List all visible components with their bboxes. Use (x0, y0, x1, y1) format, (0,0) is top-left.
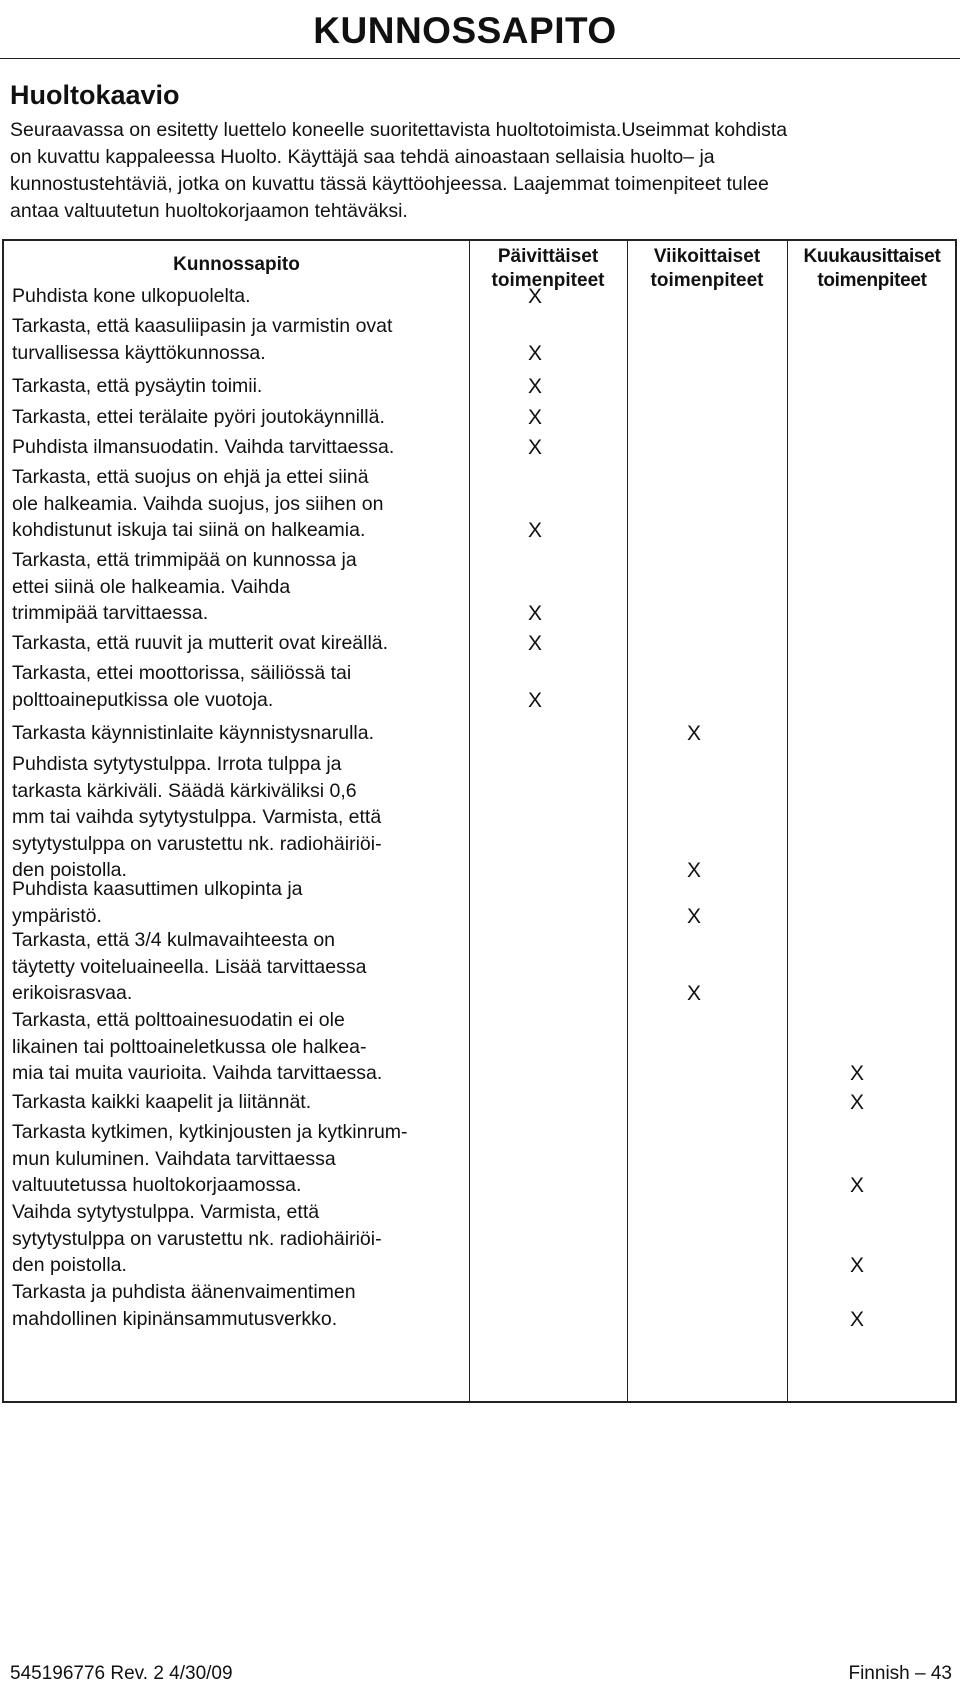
task-text-line: mia tai muita vaurioita. Vaihda tarvittaessa. (12, 1062, 383, 1084)
table-row-task (12, 1119, 462, 1199)
maintenance-schedule-table (2, 239, 957, 1403)
task-text-line: Tarkasta, että pysäytin toimii. (12, 375, 263, 397)
intro-line: kunnostustehtäviä, jotka on kuvattu tässä käyttöohjeessa. Laajemmat toimenpiteet tulee (10, 173, 769, 195)
task-text-line: turvallisessa käyttökunnossa. (12, 341, 266, 364)
task-text-line: Tarkasta kytkimen, kytkinjousten ja kytkinrum- (12, 1121, 408, 1143)
task-text-line: den poistolla. (12, 859, 127, 881)
frequency-mark-weekly: X (686, 982, 701, 1005)
table-row-task (12, 720, 462, 747)
task-text-line: trimmipää tarvittaessa. (12, 602, 209, 624)
task-text-line: erikoisrasvaa. (12, 982, 133, 1004)
table-row-task (12, 1089, 462, 1116)
column-divider (787, 241, 788, 1401)
column-divider (469, 241, 470, 1401)
frequency-mark-weekly: X (686, 859, 701, 882)
table-row-task (12, 547, 462, 627)
task-text-line: Tarkasta käynnistinlaite käynnistysnarulla. (12, 722, 375, 744)
task-text-line: tarkasta kärkiväli. Säädä kärkiväliksi 0,6 (12, 779, 357, 802)
column-header-weekly (627, 245, 787, 293)
frequency-mark-daily: X (527, 341, 542, 365)
task-text-line: Tarkasta, ettei moottorissa, säiliössä tai (12, 662, 352, 684)
frequency-mark-daily: X (527, 406, 542, 429)
intro-line: antaa valtuutetun huoltokorjaamon tehtäväksi. (10, 200, 408, 222)
task-text-line: Tarkasta, ettei terälaite pyöri joutokäynnillä. (12, 406, 385, 428)
task-text-line: Tarkasta, että trimmipää on kunnossa ja (12, 549, 357, 571)
frequency-mark-weekly: X (686, 722, 701, 745)
task-text-line: mm tai vaihda sytytystulppa. Varmista, että (12, 806, 382, 828)
column-header-monthly (787, 245, 957, 293)
frequency-mark-monthly: X (849, 1307, 864, 1331)
intro-line: on kuvattu kappaleessa Huolto. Käyttäjä saa tehdä ainoastaan sellaisia huolto– ja (10, 146, 715, 168)
frequency-mark-monthly: X (849, 1062, 864, 1085)
frequency-mark-daily: X (527, 436, 542, 459)
task-text-line: mun kuluminen. Vaihdata tarvittaessa (12, 1147, 336, 1170)
task-text-line: den poistolla. (12, 1254, 127, 1276)
column-divider (627, 241, 628, 1401)
frequency-mark-monthly: X (849, 1254, 864, 1277)
table-row-task (12, 927, 462, 1007)
task-text-line: polttoaineputkissa ole vuotoja. (12, 688, 274, 711)
table-row-task (12, 630, 462, 657)
task-text-line: sytytystulppa on varustettu nk. radiohäiriöi- (12, 832, 382, 855)
task-text-line: Tarkasta, että ruuvit ja mutterit ovat kireällä. (12, 632, 389, 654)
frequency-mark-daily: X (527, 375, 542, 398)
task-text-line: Tarkasta ja puhdista äänenvaimentimen (12, 1281, 356, 1303)
footer-document-number: 545196776 Rev. 2 4/30/09 (10, 1663, 233, 1684)
intro-line: Seuraavassa on esitetty luettelo koneelle suoritettavista huoltotoimista.Useimmat kohdista (10, 119, 788, 141)
column-header-line: Viikoittaiset (653, 246, 761, 267)
page-header-title: KUNNOSSAPITO (313, 10, 617, 51)
table-row-task (12, 434, 462, 461)
task-text-line: Tarkasta, että kaasuliipasin ja varmistin ovat (12, 315, 393, 337)
task-text-line: valtuutetussa huoltokorjaamossa. (12, 1174, 302, 1196)
table-row-task (12, 660, 462, 713)
task-text-line: Tarkasta, että suojus on ehjä ja ettei siinä (12, 466, 369, 488)
column-header-line: toimenpiteet (491, 270, 605, 291)
task-text-line: likainen tai polttoaineletkussa ole halkea- (12, 1035, 367, 1058)
table-row-task (12, 1199, 462, 1279)
task-text-line: Tarkasta, että 3/4 kulmavaihteesta on (12, 929, 336, 951)
task-text-line: ole halkeamia. Vaihda suojus, jos siihen on (12, 492, 384, 515)
task-text-line: ettei siinä ole halkeamia. Vaihda (12, 575, 291, 598)
column-header-line: Kuukausittaiset (803, 246, 941, 267)
table-row-task (12, 464, 462, 544)
section-title: Huoltokaavio (10, 80, 180, 110)
task-text-line: Puhdista kone ulkopuolelta. (12, 285, 251, 307)
intro-paragraph (10, 117, 955, 225)
task-text-line: Puhdista kaasuttimen ulkopinta ja (12, 878, 303, 900)
table-row-task (12, 751, 462, 884)
task-text-line: Vaihda sytytystulppa. Varmista, että (12, 1201, 320, 1223)
column-header-line: toimenpiteet (650, 270, 764, 291)
table-row-task (12, 404, 462, 431)
task-text-line: Puhdista sytytystulppa. Irrota tulppa ja (12, 753, 342, 775)
task-text-line: Tarkasta, että polttoainesuodatin ei ole (12, 1009, 345, 1031)
frequency-mark-daily: X (527, 632, 542, 655)
footer-page-number: Finnish – 43 (848, 1663, 952, 1684)
column-header-line: toimenpiteet (817, 270, 927, 291)
header-divider (0, 58, 960, 59)
frequency-mark-weekly: X (686, 904, 701, 928)
table-row-task (12, 876, 462, 929)
frequency-mark-daily: X (527, 519, 542, 542)
table-row-task (12, 1279, 462, 1332)
task-text-line: kohdistunut iskuja tai siinä on halkeamia. (12, 519, 366, 541)
column-header-task: Kunnossapito (173, 254, 300, 275)
frequency-mark-monthly: X (849, 1174, 864, 1197)
task-text-line: täytetty voiteluaineella. Lisää tarvittaessa (12, 955, 367, 978)
frequency-mark-daily: X (527, 602, 542, 625)
table-row-task (12, 1007, 462, 1087)
table-row-task (12, 313, 462, 366)
frequency-mark-daily: X (527, 688, 542, 712)
frequency-mark-daily: X (527, 285, 542, 308)
task-text-line: Tarkasta kaikki kaapelit ja liitännät. (12, 1091, 312, 1113)
task-text-line: ympäristö. (12, 904, 102, 927)
task-text-line: Puhdista ilmansuodatin. Vaihda tarvittaessa. (12, 436, 395, 458)
task-text-line: mahdollinen kipinänsammutusverkko. (12, 1307, 338, 1330)
task-text-line: sytytystulppa on varustettu nk. radiohäiriöi- (12, 1227, 382, 1250)
column-header-line: Päivittäiset (497, 246, 599, 267)
table-row-task (12, 283, 462, 310)
frequency-mark-monthly: X (849, 1091, 864, 1114)
table-row-task (12, 373, 462, 400)
